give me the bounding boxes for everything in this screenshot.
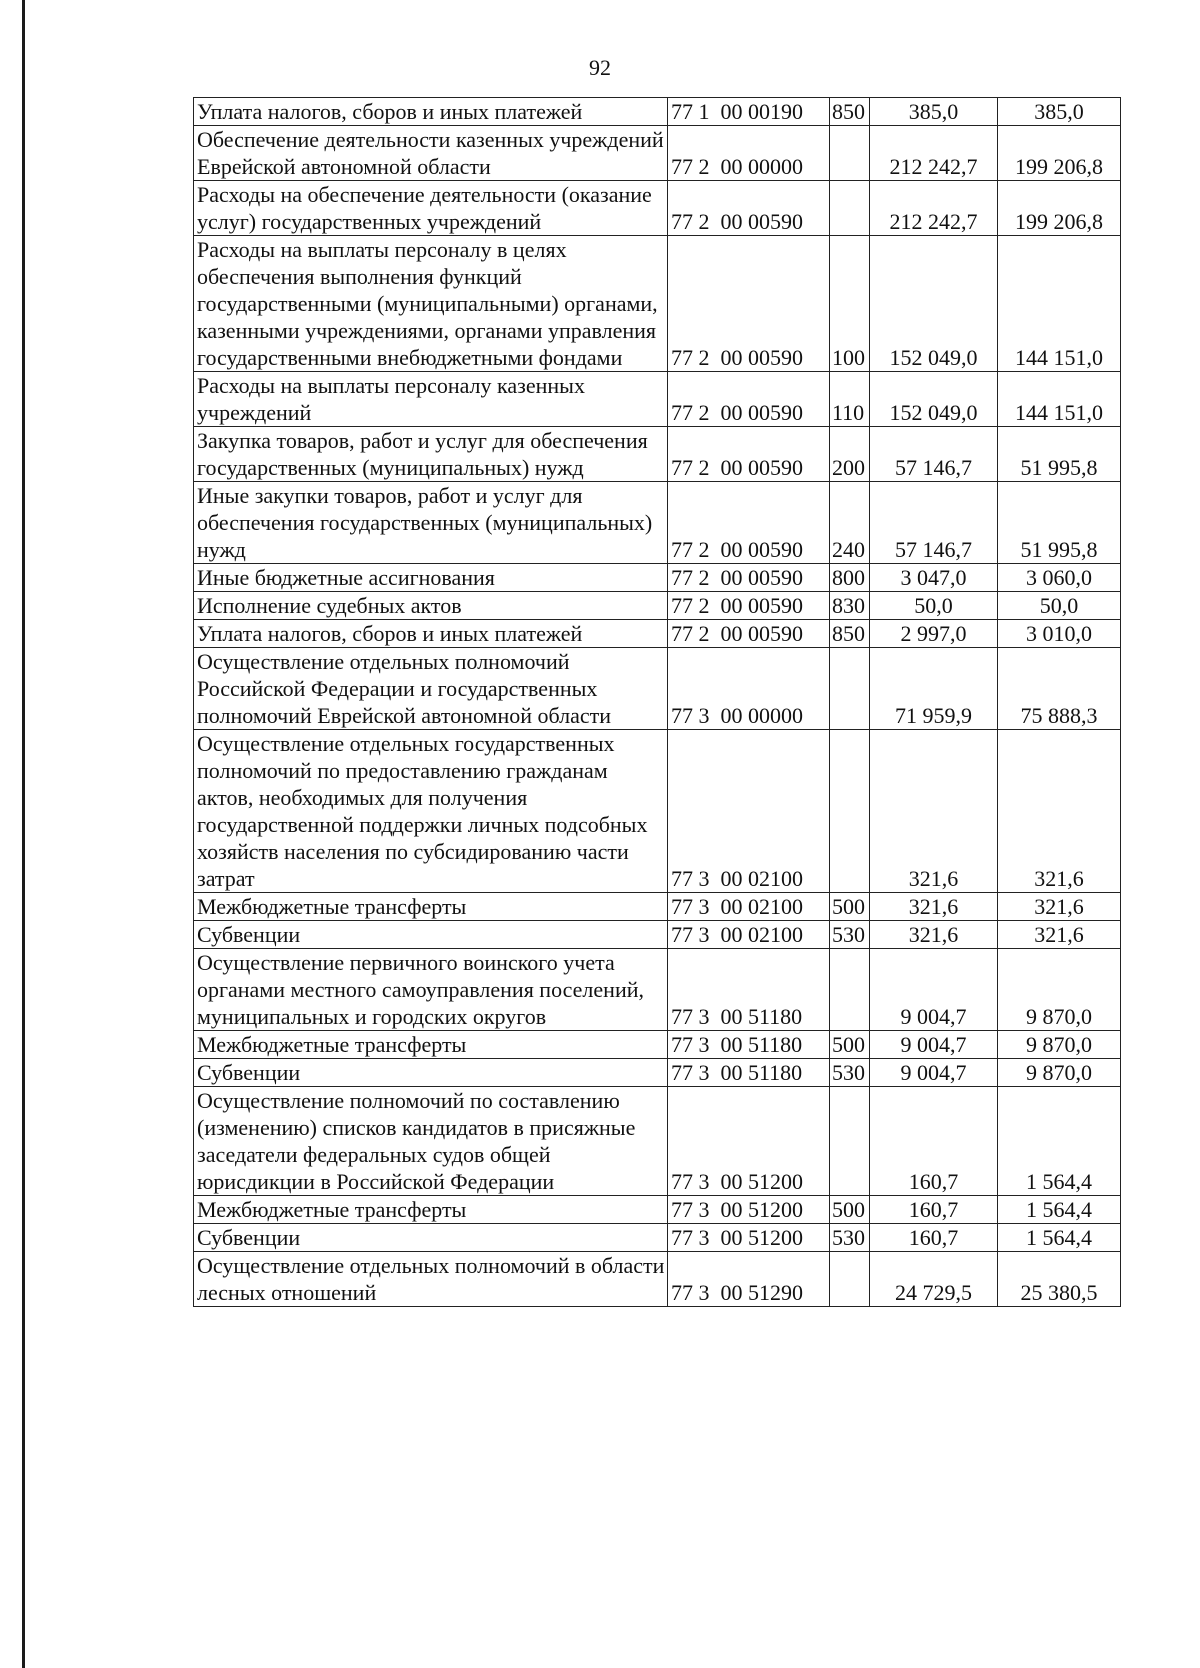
- table-body: [194, 98, 1121, 1307]
- row-name-cell: Межбюджетные трансферты: [194, 1031, 668, 1059]
- row-expense-type-cell: 200: [830, 427, 870, 482]
- row-value-1-cell: 71 959,9: [870, 648, 998, 730]
- row-code-cell: 77 2 00 00590: [668, 427, 830, 482]
- row-code-cell: 77 2 00 00590: [668, 181, 830, 236]
- row-code-cell: 77 3 00 51180: [668, 949, 830, 1031]
- row-expense-type-cell: [830, 1087, 870, 1196]
- table-row: [194, 1252, 1121, 1307]
- row-name-cell: Уплата налогов, сборов и иных платежей: [194, 98, 668, 126]
- row-value-2-cell: 144 151,0: [998, 372, 1121, 427]
- row-code-cell: 77 3 00 51200: [668, 1196, 830, 1224]
- budget-table: [193, 97, 1121, 1307]
- row-code-cell: 77 3 00 51180: [668, 1059, 830, 1087]
- row-name-cell: Осуществление отдельных полномочий Российской Федерации и государственных полномочий Еврейской автономной области: [194, 648, 668, 730]
- table-row: [194, 126, 1121, 181]
- row-value-1-cell: 321,6: [870, 921, 998, 949]
- scan-edge-line: [22, 0, 25, 1668]
- table-row: [194, 921, 1121, 949]
- table-row: [194, 1031, 1121, 1059]
- table-row: [194, 236, 1121, 372]
- row-value-2-cell: 3 010,0: [998, 620, 1121, 648]
- row-code-cell: 77 3 00 51200: [668, 1087, 830, 1196]
- row-name-cell: Закупка товаров, работ и услуг для обеспечения государственных (муниципальных) нужд: [194, 427, 668, 482]
- row-value-1-cell: 50,0: [870, 592, 998, 620]
- row-name-cell: Расходы на выплаты персоналу в целях обеспечения выполнения функций государственными (муниципальными) органами, казенными учреждениями, органами управления государственными внебюджетными фондами: [194, 236, 668, 372]
- row-code-cell: 77 3 00 51200: [668, 1224, 830, 1252]
- row-name-cell: Субвенции: [194, 1059, 668, 1087]
- table-row: [194, 620, 1121, 648]
- row-value-1-cell: 385,0: [870, 98, 998, 126]
- row-code-cell: 77 2 00 00590: [668, 564, 830, 592]
- row-code-cell: 77 2 00 00590: [668, 372, 830, 427]
- row-value-1-cell: 212 242,7: [870, 181, 998, 236]
- row-code-cell: 77 3 00 00000: [668, 648, 830, 730]
- row-name-cell: Иные бюджетные ассигнования: [194, 564, 668, 592]
- row-code-cell: 77 3 00 51180: [668, 1031, 830, 1059]
- table-row: [194, 730, 1121, 893]
- row-expense-type-cell: [830, 730, 870, 893]
- table-row: [194, 949, 1121, 1031]
- table-row: [194, 1196, 1121, 1224]
- row-value-1-cell: 321,6: [870, 893, 998, 921]
- table-row: [194, 427, 1121, 482]
- row-expense-type-cell: [830, 648, 870, 730]
- row-value-2-cell: 9 870,0: [998, 1059, 1121, 1087]
- row-name-cell: Расходы на обеспечение деятельности (оказание услуг) государственных учреждений: [194, 181, 668, 236]
- row-value-2-cell: 385,0: [998, 98, 1121, 126]
- row-value-2-cell: 1 564,4: [998, 1087, 1121, 1196]
- row-expense-type-cell: 850: [830, 98, 870, 126]
- row-code-cell: 77 2 00 00000: [668, 126, 830, 181]
- row-code-cell: 77 3 00 51290: [668, 1252, 830, 1307]
- row-name-cell: Осуществление отдельных полномочий в области лесных отношений: [194, 1252, 668, 1307]
- row-name-cell: Осуществление первичного воинского учета органами местного самоуправления поселений, муниципальных и городских округов: [194, 949, 668, 1031]
- row-code-cell: 77 2 00 00590: [668, 482, 830, 564]
- row-value-2-cell: 75 888,3: [998, 648, 1121, 730]
- row-value-1-cell: 160,7: [870, 1087, 998, 1196]
- row-value-2-cell: 1 564,4: [998, 1224, 1121, 1252]
- row-value-1-cell: 2 997,0: [870, 620, 998, 648]
- row-value-2-cell: 51 995,8: [998, 482, 1121, 564]
- row-expense-type-cell: 530: [830, 921, 870, 949]
- row-expense-type-cell: [830, 1252, 870, 1307]
- row-code-cell: 77 1 00 00190: [668, 98, 830, 126]
- row-name-cell: Осуществление полномочий по составлению (изменению) списков кандидатов в присяжные заседатели федеральных судов общей юрисдикции в Российской Федерации: [194, 1087, 668, 1196]
- table-row: [194, 1224, 1121, 1252]
- row-expense-type-cell: 500: [830, 1196, 870, 1224]
- row-name-cell: Межбюджетные трансферты: [194, 893, 668, 921]
- row-value-2-cell: 50,0: [998, 592, 1121, 620]
- row-expense-type-cell: 500: [830, 1031, 870, 1059]
- row-value-2-cell: 321,6: [998, 730, 1121, 893]
- row-expense-type-cell: 530: [830, 1224, 870, 1252]
- row-value-1-cell: 152 049,0: [870, 372, 998, 427]
- table-row: [194, 592, 1121, 620]
- table-row: [194, 98, 1121, 126]
- row-name-cell: Межбюджетные трансферты: [194, 1196, 668, 1224]
- row-name-cell: Осуществление отдельных государственных полномочий по предоставлению гражданам актов, необходимых для получения государственной поддержки личных подсобных хозяйств населения по субсидированию части затрат: [194, 730, 668, 893]
- row-value-2-cell: 144 151,0: [998, 236, 1121, 372]
- row-value-2-cell: 199 206,8: [998, 181, 1121, 236]
- row-expense-type-cell: [830, 949, 870, 1031]
- row-expense-type-cell: 110: [830, 372, 870, 427]
- row-expense-type-cell: 850: [830, 620, 870, 648]
- row-name-cell: Субвенции: [194, 921, 668, 949]
- row-expense-type-cell: 500: [830, 893, 870, 921]
- row-code-cell: 77 2 00 00590: [668, 592, 830, 620]
- row-name-cell: Уплата налогов, сборов и иных платежей: [194, 620, 668, 648]
- row-value-1-cell: 9 004,7: [870, 1031, 998, 1059]
- row-expense-type-cell: 800: [830, 564, 870, 592]
- row-expense-type-cell: [830, 181, 870, 236]
- row-expense-type-cell: 100: [830, 236, 870, 372]
- table-row: [194, 1087, 1121, 1196]
- row-value-1-cell: 321,6: [870, 730, 998, 893]
- row-code-cell: 77 3 00 02100: [668, 893, 830, 921]
- table-row: [194, 372, 1121, 427]
- row-name-cell: Иные закупки товаров, работ и услуг для обеспечения государственных (муниципальных) нужд: [194, 482, 668, 564]
- row-value-1-cell: 57 146,7: [870, 427, 998, 482]
- row-value-2-cell: 9 870,0: [998, 1031, 1121, 1059]
- row-name-cell: Исполнение судебных актов: [194, 592, 668, 620]
- row-value-2-cell: 1 564,4: [998, 1196, 1121, 1224]
- row-expense-type-cell: 530: [830, 1059, 870, 1087]
- row-value-1-cell: 160,7: [870, 1224, 998, 1252]
- row-value-1-cell: 24 729,5: [870, 1252, 998, 1307]
- row-value-1-cell: 3 047,0: [870, 564, 998, 592]
- row-value-1-cell: 9 004,7: [870, 1059, 998, 1087]
- row-value-1-cell: 152 049,0: [870, 236, 998, 372]
- row-value-2-cell: 321,6: [998, 893, 1121, 921]
- table-row: [194, 1059, 1121, 1087]
- row-code-cell: 77 3 00 02100: [668, 921, 830, 949]
- table-row: [194, 482, 1121, 564]
- row-name-cell: Обеспечение деятельности казенных учреждений Еврейской автономной области: [194, 126, 668, 181]
- row-value-1-cell: 9 004,7: [870, 949, 998, 1031]
- table-row: [194, 893, 1121, 921]
- row-value-2-cell: 9 870,0: [998, 949, 1121, 1031]
- table-row: [194, 648, 1121, 730]
- row-code-cell: 77 2 00 00590: [668, 236, 830, 372]
- row-name-cell: Субвенции: [194, 1224, 668, 1252]
- row-value-1-cell: 212 242,7: [870, 126, 998, 181]
- row-value-2-cell: 25 380,5: [998, 1252, 1121, 1307]
- row-name-cell: Расходы на выплаты персоналу казенных учреждений: [194, 372, 668, 427]
- row-expense-type-cell: 830: [830, 592, 870, 620]
- row-code-cell: 77 2 00 00590: [668, 620, 830, 648]
- row-code-cell: 77 3 00 02100: [668, 730, 830, 893]
- row-value-2-cell: 199 206,8: [998, 126, 1121, 181]
- table-row: [194, 181, 1121, 236]
- row-expense-type-cell: 240: [830, 482, 870, 564]
- page-number: 92: [589, 55, 611, 80]
- table-row: [194, 564, 1121, 592]
- row-value-1-cell: 57 146,7: [870, 482, 998, 564]
- row-value-2-cell: 51 995,8: [998, 427, 1121, 482]
- row-value-2-cell: 3 060,0: [998, 564, 1121, 592]
- row-value-1-cell: 160,7: [870, 1196, 998, 1224]
- row-expense-type-cell: [830, 126, 870, 181]
- row-value-2-cell: 321,6: [998, 921, 1121, 949]
